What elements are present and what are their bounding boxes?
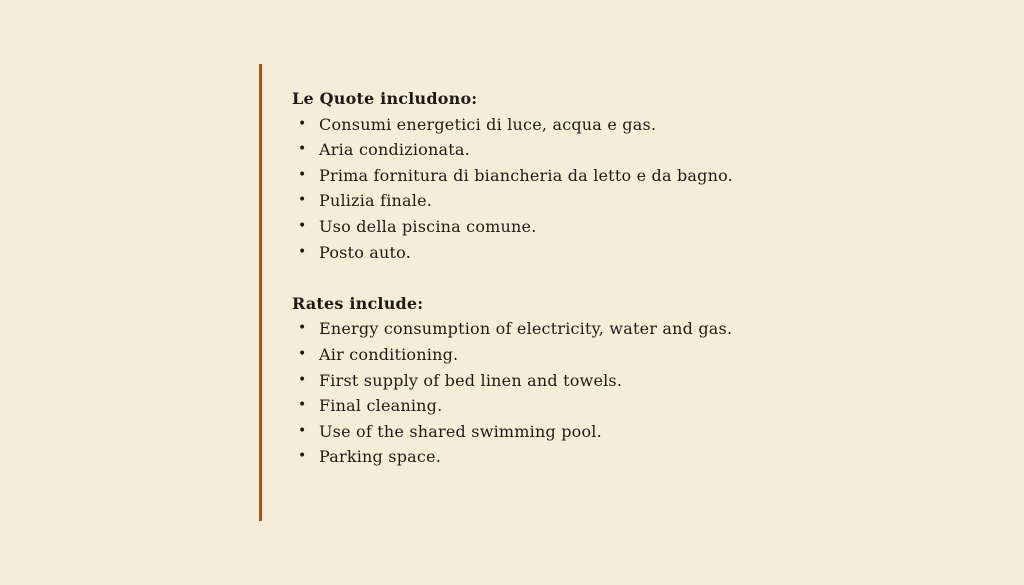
list-item bbox=[292, 240, 932, 266]
bullet-icon: • bbox=[298, 243, 307, 260]
list-english bbox=[292, 316, 932, 470]
bullet-icon: • bbox=[298, 448, 307, 465]
list-item bbox=[292, 188, 932, 214]
bullet-icon: • bbox=[298, 217, 307, 234]
list-item-text: Prima fornitura di biancheria da letto e da bagno. bbox=[319, 165, 733, 185]
list-item-text: Aria condizionata. bbox=[319, 140, 470, 160]
list-item bbox=[292, 316, 932, 342]
list-item bbox=[292, 419, 932, 445]
list-item-text: Parking space. bbox=[319, 447, 441, 467]
bullet-icon: • bbox=[298, 166, 307, 183]
section-title-english: Rates include: bbox=[292, 293, 424, 313]
section-english bbox=[292, 291, 932, 470]
list-item bbox=[292, 342, 932, 368]
list-italian bbox=[292, 112, 932, 266]
list-item bbox=[292, 112, 932, 138]
list-item-text: Energy consumption of electricity, water and gas. bbox=[319, 319, 733, 339]
section-italian bbox=[292, 86, 932, 265]
list-item-text: Air conditioning. bbox=[319, 344, 459, 364]
list-item-text: First supply of bed linen and towels. bbox=[319, 370, 623, 390]
bullet-icon: • bbox=[298, 192, 307, 209]
list-item bbox=[292, 163, 932, 189]
section-title-italian: Le Quote includono: bbox=[292, 89, 478, 108]
list-item-text: Consumi energetici di luce, acqua e gas. bbox=[319, 114, 657, 134]
bullet-icon: • bbox=[298, 397, 307, 414]
bullet-icon: • bbox=[298, 141, 307, 158]
list-item-text: Final cleaning. bbox=[319, 396, 443, 416]
bullet-icon: • bbox=[298, 320, 307, 337]
list-item-text: Uso della piscina comune. bbox=[319, 216, 537, 236]
list-item bbox=[292, 137, 932, 163]
bullet-icon: • bbox=[298, 345, 307, 362]
list-item bbox=[292, 393, 932, 419]
list-item bbox=[292, 368, 932, 394]
rates-content bbox=[292, 86, 932, 470]
list-item-text: Use of the shared swimming pool. bbox=[319, 421, 602, 441]
bullet-icon: • bbox=[298, 371, 307, 388]
section-spacer bbox=[292, 265, 932, 291]
bullet-icon: • bbox=[298, 422, 307, 439]
list-item bbox=[292, 214, 932, 240]
vertical-accent-rule bbox=[259, 64, 262, 521]
list-item-text: Posto auto. bbox=[319, 242, 412, 262]
list-item-text: Pulizia finale. bbox=[319, 191, 433, 211]
bullet-icon: • bbox=[298, 115, 307, 132]
list-item bbox=[292, 444, 932, 470]
